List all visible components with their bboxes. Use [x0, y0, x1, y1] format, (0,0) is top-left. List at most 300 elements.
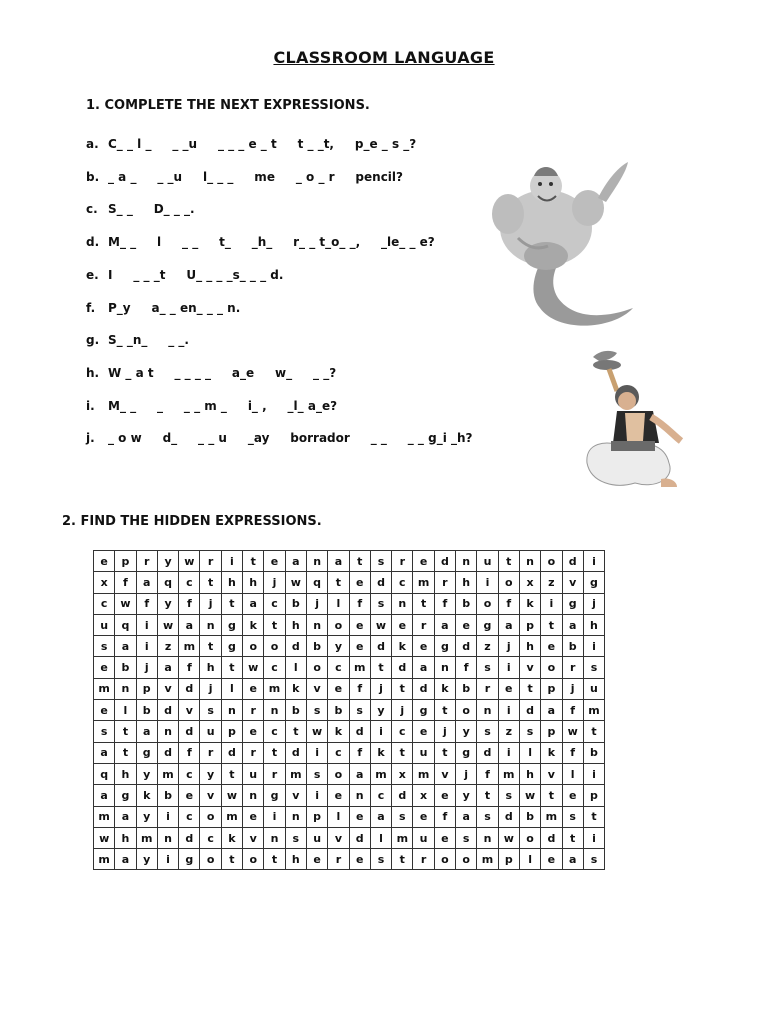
- grid-cell: a: [179, 614, 200, 635]
- grid-cell: t: [413, 593, 434, 614]
- grid-cell: p: [541, 678, 562, 699]
- grid-cell: b: [519, 806, 540, 827]
- expression-item: [86, 202, 195, 216]
- grid-cell: s: [370, 849, 391, 870]
- grid-cell: t: [221, 763, 242, 784]
- grid-cell: t: [498, 551, 519, 572]
- grid-cell: m: [94, 849, 115, 870]
- grid-cell: w: [370, 614, 391, 635]
- grid-cell: j: [456, 763, 477, 784]
- grid-cell: i: [157, 806, 178, 827]
- grid-cell: d: [179, 678, 200, 699]
- grid-cell: d: [370, 572, 391, 593]
- grid-cell: g: [583, 572, 604, 593]
- grid-cell: c: [264, 657, 285, 678]
- expression-text: M_ _ l _ _ t_ _h_ r_ _ t_o_ _, _le_ _ e?: [108, 235, 435, 250]
- grid-cell: h: [285, 614, 306, 635]
- expression-text: _ o w d_ _ _ u _ay borrador _ _ _ _ g_i _h?: [108, 431, 473, 446]
- grid-cell: e: [243, 678, 264, 699]
- grid-cell: b: [157, 785, 178, 806]
- grid-cell: a: [115, 849, 136, 870]
- grid-cell: c: [264, 593, 285, 614]
- grid-cell: h: [519, 763, 540, 784]
- grid-cell: p: [306, 806, 327, 827]
- word-search-grid: [93, 550, 605, 870]
- grid-cell: i: [264, 806, 285, 827]
- grid-cell: i: [583, 636, 604, 657]
- grid-cell: s: [477, 721, 498, 742]
- grid-cell: d: [392, 785, 413, 806]
- grid-cell: o: [200, 806, 221, 827]
- grid-cell: e: [179, 785, 200, 806]
- grid-cell: e: [349, 849, 370, 870]
- grid-cell: d: [349, 827, 370, 848]
- grid-cell: c: [179, 572, 200, 593]
- grid-cell: e: [349, 806, 370, 827]
- grid-cell: x: [392, 763, 413, 784]
- grid-cell: i: [583, 551, 604, 572]
- grid-cell: v: [328, 827, 349, 848]
- grid-cell: m: [157, 763, 178, 784]
- grid-cell: e: [456, 614, 477, 635]
- grid-cell: j: [200, 593, 221, 614]
- grid-cell: v: [562, 572, 583, 593]
- grid-cell: e: [413, 721, 434, 742]
- grid-cell: r: [413, 614, 434, 635]
- grid-cell: t: [562, 827, 583, 848]
- grid-cell: e: [264, 551, 285, 572]
- grid-cell: c: [392, 572, 413, 593]
- grid-row: [94, 593, 605, 614]
- grid-cell: p: [519, 614, 540, 635]
- grid-cell: t: [434, 742, 455, 763]
- expression-item: [86, 235, 435, 249]
- section2-heading: 2. FIND THE HIDDEN EXPRESSIONS.: [62, 514, 322, 529]
- grid-cell: t: [285, 721, 306, 742]
- grid-cell: r: [264, 763, 285, 784]
- grid-cell: l: [519, 849, 540, 870]
- grid-cell: a: [328, 551, 349, 572]
- grid-cell: o: [328, 763, 349, 784]
- grid-cell: t: [243, 551, 264, 572]
- grid-cell: t: [200, 636, 221, 657]
- grid-cell: f: [179, 742, 200, 763]
- grid-cell: n: [285, 806, 306, 827]
- grid-cell: h: [221, 572, 242, 593]
- grid-row: [94, 827, 605, 848]
- grid-cell: t: [200, 572, 221, 593]
- grid-row: [94, 657, 605, 678]
- grid-cell: b: [456, 678, 477, 699]
- grid-row: [94, 742, 605, 763]
- grid-cell: n: [115, 678, 136, 699]
- grid-cell: t: [477, 785, 498, 806]
- grid-cell: f: [179, 657, 200, 678]
- grid-cell: f: [179, 593, 200, 614]
- grid-cell: f: [349, 678, 370, 699]
- expression-text: W _ a t _ _ _ _ a_e w_ _ _?: [108, 365, 337, 380]
- grid-cell: o: [243, 849, 264, 870]
- grid-cell: t: [264, 614, 285, 635]
- expression-label: f.: [86, 300, 96, 315]
- grid-cell: o: [456, 700, 477, 721]
- grid-cell: m: [583, 700, 604, 721]
- grid-cell: a: [498, 614, 519, 635]
- grid-cell: p: [115, 551, 136, 572]
- grid-cell: z: [477, 636, 498, 657]
- grid-cell: y: [456, 785, 477, 806]
- grid-cell: s: [477, 657, 498, 678]
- grid-cell: i: [221, 551, 242, 572]
- grid-cell: l: [285, 657, 306, 678]
- grid-cell: n: [349, 785, 370, 806]
- grid-cell: z: [498, 721, 519, 742]
- grid-cell: v: [243, 827, 264, 848]
- grid-cell: b: [306, 636, 327, 657]
- grid-cell: e: [413, 806, 434, 827]
- grid-cell: m: [285, 763, 306, 784]
- grid-cell: e: [328, 785, 349, 806]
- grid-cell: v: [434, 763, 455, 784]
- grid-cell: n: [306, 551, 327, 572]
- grid-cell: s: [456, 827, 477, 848]
- grid-cell: k: [370, 742, 391, 763]
- expression-label: c.: [86, 202, 98, 217]
- grid-cell: c: [264, 721, 285, 742]
- grid-cell: s: [94, 721, 115, 742]
- grid-cell: a: [243, 593, 264, 614]
- grid-cell: i: [136, 614, 157, 635]
- grid-cell: e: [434, 785, 455, 806]
- grid-cell: e: [392, 614, 413, 635]
- grid-cell: a: [285, 551, 306, 572]
- grid-cell: v: [541, 763, 562, 784]
- grid-cell: l: [519, 742, 540, 763]
- grid-cell: n: [221, 700, 242, 721]
- grid-cell: q: [115, 614, 136, 635]
- expression-item: [86, 333, 189, 347]
- grid-cell: r: [200, 742, 221, 763]
- grid-cell: w: [519, 785, 540, 806]
- grid-cell: f: [477, 763, 498, 784]
- grid-cell: e: [328, 678, 349, 699]
- grid-cell: t: [264, 742, 285, 763]
- expression-item: [86, 137, 416, 151]
- grid-cell: a: [562, 849, 583, 870]
- expression-text: I _ _ _t U_ _ _ _s_ _ _ d.: [108, 267, 284, 282]
- grid-cell: m: [498, 763, 519, 784]
- grid-cell: q: [157, 572, 178, 593]
- grid-cell: k: [541, 742, 562, 763]
- grid-cell: s: [392, 806, 413, 827]
- grid-cell: d: [179, 827, 200, 848]
- grid-cell: y: [456, 721, 477, 742]
- grid-cell: t: [583, 806, 604, 827]
- grid-cell: a: [94, 785, 115, 806]
- grid-cell: i: [498, 700, 519, 721]
- grid-cell: a: [434, 614, 455, 635]
- grid-cell: g: [264, 785, 285, 806]
- grid-cell: m: [179, 636, 200, 657]
- grid-cell: s: [498, 785, 519, 806]
- grid-cell: s: [306, 700, 327, 721]
- grid-cell: r: [434, 572, 455, 593]
- grid-cell: t: [115, 721, 136, 742]
- grid-cell: j: [583, 593, 604, 614]
- grid-cell: e: [562, 785, 583, 806]
- grid-cell: w: [306, 721, 327, 742]
- grid-cell: d: [157, 742, 178, 763]
- expression-text: _ a _ _ _u l_ _ _ me _ o _ r pencil?: [108, 169, 403, 184]
- grid-cell: d: [179, 721, 200, 742]
- grid-cell: w: [221, 785, 242, 806]
- grid-cell: d: [434, 551, 455, 572]
- grid-cell: c: [200, 827, 221, 848]
- grid-cell: h: [115, 827, 136, 848]
- grid-cell: k: [392, 636, 413, 657]
- grid-cell: o: [541, 551, 562, 572]
- grid-cell: j: [562, 678, 583, 699]
- grid-cell: e: [434, 827, 455, 848]
- grid-cell: t: [434, 700, 455, 721]
- grid-cell: r: [136, 551, 157, 572]
- grid-cell: o: [264, 636, 285, 657]
- grid-cell: t: [392, 678, 413, 699]
- grid-cell: n: [477, 700, 498, 721]
- grid-cell: x: [94, 572, 115, 593]
- grid-cell: s: [94, 636, 115, 657]
- grid-cell: l: [328, 806, 349, 827]
- grid-cell: i: [477, 572, 498, 593]
- grid-cell: d: [477, 742, 498, 763]
- grid-cell: n: [157, 827, 178, 848]
- expression-label: b.: [86, 169, 100, 184]
- grid-cell: p: [583, 785, 604, 806]
- grid-cell: m: [94, 806, 115, 827]
- grid-cell: t: [221, 593, 242, 614]
- grid-cell: g: [413, 700, 434, 721]
- expression-item: [86, 366, 336, 380]
- grid-cell: a: [136, 721, 157, 742]
- grid-row: [94, 700, 605, 721]
- grid-cell: g: [179, 849, 200, 870]
- grid-cell: e: [413, 551, 434, 572]
- grid-cell: n: [434, 657, 455, 678]
- grid-cell: b: [328, 700, 349, 721]
- grid-cell: a: [541, 700, 562, 721]
- grid-cell: g: [136, 742, 157, 763]
- grid-cell: s: [562, 806, 583, 827]
- grid-cell: u: [583, 678, 604, 699]
- grid-cell: i: [541, 593, 562, 614]
- grid-cell: g: [221, 636, 242, 657]
- grid-cell: p: [136, 678, 157, 699]
- grid-cell: o: [434, 849, 455, 870]
- grid-cell: d: [413, 678, 434, 699]
- grid-cell: e: [94, 551, 115, 572]
- grid-cell: r: [328, 849, 349, 870]
- grid-cell: u: [243, 763, 264, 784]
- grid-cell: c: [328, 742, 349, 763]
- grid-cell: j: [434, 721, 455, 742]
- grid-row: [94, 806, 605, 827]
- grid-cell: a: [157, 657, 178, 678]
- grid-cell: m: [541, 806, 562, 827]
- expression-text: M_ _ _ _ _ m _ i_ , _l_ a_e?: [108, 398, 338, 413]
- grid-cell: t: [349, 551, 370, 572]
- grid-cell: n: [306, 614, 327, 635]
- grid-cell: g: [221, 614, 242, 635]
- grid-row: [94, 678, 605, 699]
- grid-cell: i: [583, 827, 604, 848]
- grid-cell: n: [200, 614, 221, 635]
- page-title: CLASSROOM LANGUAGE: [273, 48, 495, 67]
- grid-cell: a: [562, 614, 583, 635]
- expression-item: [86, 170, 403, 184]
- grid-cell: i: [498, 657, 519, 678]
- grid-cell: l: [221, 678, 242, 699]
- expression-text: C_ _ l _ _ _u _ _ _ e _ t t _ _t, p_e _ s _?: [108, 137, 417, 151]
- grid-cell: g: [562, 593, 583, 614]
- grid-cell: y: [157, 551, 178, 572]
- grid-cell: d: [370, 636, 391, 657]
- grid-cell: u: [477, 551, 498, 572]
- grid-row: [94, 763, 605, 784]
- grid-cell: v: [519, 657, 540, 678]
- grid-cell: j: [200, 678, 221, 699]
- grid-cell: f: [115, 572, 136, 593]
- grid-cell: g: [115, 785, 136, 806]
- grid-cell: a: [115, 636, 136, 657]
- expression-label: h.: [86, 365, 100, 380]
- grid-cell: t: [370, 657, 391, 678]
- grid-cell: d: [456, 636, 477, 657]
- grid-cell: m: [392, 827, 413, 848]
- grid-cell: l: [370, 827, 391, 848]
- grid-cell: r: [562, 657, 583, 678]
- expression-item: [86, 268, 283, 282]
- grid-cell: i: [306, 785, 327, 806]
- grid-cell: t: [221, 657, 242, 678]
- grid-cell: f: [562, 742, 583, 763]
- grid-row: [94, 721, 605, 742]
- grid-cell: c: [179, 763, 200, 784]
- grid-cell: c: [370, 785, 391, 806]
- grid-cell: a: [136, 572, 157, 593]
- grid-cell: o: [541, 657, 562, 678]
- grid-cell: t: [392, 742, 413, 763]
- grid-cell: d: [562, 551, 583, 572]
- grid-cell: x: [519, 572, 540, 593]
- grid-cell: v: [157, 678, 178, 699]
- grid-cell: g: [477, 614, 498, 635]
- grid-cell: t: [221, 849, 242, 870]
- grid-cell: o: [306, 657, 327, 678]
- grid-cell: o: [498, 572, 519, 593]
- grid-cell: d: [221, 742, 242, 763]
- grid-cell: f: [456, 657, 477, 678]
- grid-cell: w: [94, 827, 115, 848]
- grid-cell: t: [541, 785, 562, 806]
- grid-cell: a: [413, 657, 434, 678]
- grid-cell: k: [243, 614, 264, 635]
- grid-cell: m: [221, 806, 242, 827]
- grid-cell: o: [243, 636, 264, 657]
- grid-cell: f: [562, 700, 583, 721]
- grid-cell: f: [349, 742, 370, 763]
- grid-cell: g: [456, 742, 477, 763]
- grid-cell: i: [136, 636, 157, 657]
- grid-cell: n: [456, 551, 477, 572]
- grid-cell: b: [456, 593, 477, 614]
- grid-cell: o: [328, 614, 349, 635]
- grid-cell: w: [562, 721, 583, 742]
- grid-cell: e: [349, 572, 370, 593]
- grid-cell: d: [349, 721, 370, 742]
- grid-cell: q: [94, 763, 115, 784]
- grid-cell: j: [306, 593, 327, 614]
- grid-cell: c: [94, 593, 115, 614]
- grid-cell: l: [562, 763, 583, 784]
- grid-cell: k: [136, 785, 157, 806]
- grid-row: [94, 785, 605, 806]
- grid-cell: w: [115, 593, 136, 614]
- grid-cell: f: [136, 593, 157, 614]
- grid-cell: y: [136, 849, 157, 870]
- grid-cell: i: [306, 742, 327, 763]
- grid-cell: e: [541, 636, 562, 657]
- expression-label: d.: [86, 235, 100, 250]
- grid-cell: q: [306, 572, 327, 593]
- grid-cell: w: [243, 657, 264, 678]
- grid-cell: a: [115, 806, 136, 827]
- grid-cell: e: [94, 657, 115, 678]
- grid-cell: l: [328, 593, 349, 614]
- grid-row: [94, 849, 605, 870]
- grid-cell: b: [115, 657, 136, 678]
- grid-cell: a: [94, 742, 115, 763]
- expression-item: [86, 301, 240, 315]
- grid-cell: e: [498, 678, 519, 699]
- grid-cell: w: [285, 572, 306, 593]
- grid-cell: m: [370, 763, 391, 784]
- grid-cell: z: [157, 636, 178, 657]
- grid-cell: e: [243, 806, 264, 827]
- grid-cell: n: [477, 827, 498, 848]
- grid-cell: b: [285, 593, 306, 614]
- grid-cell: h: [456, 572, 477, 593]
- grid-cell: z: [541, 572, 562, 593]
- grid-cell: f: [349, 593, 370, 614]
- grid-cell: k: [285, 678, 306, 699]
- genie-illustration: [488, 158, 638, 334]
- grid-cell: f: [434, 593, 455, 614]
- grid-cell: d: [157, 700, 178, 721]
- grid-cell: i: [583, 763, 604, 784]
- grid-cell: d: [519, 700, 540, 721]
- grid-cell: s: [519, 721, 540, 742]
- aladdin-illustration: [565, 343, 710, 495]
- grid-cell: s: [583, 849, 604, 870]
- grid-cell: r: [477, 678, 498, 699]
- grid-cell: n: [392, 593, 413, 614]
- grid-cell: m: [136, 827, 157, 848]
- grid-cell: j: [370, 678, 391, 699]
- expression-label: j.: [86, 431, 95, 446]
- grid-cell: o: [519, 827, 540, 848]
- grid-cell: k: [434, 678, 455, 699]
- grid-cell: t: [264, 849, 285, 870]
